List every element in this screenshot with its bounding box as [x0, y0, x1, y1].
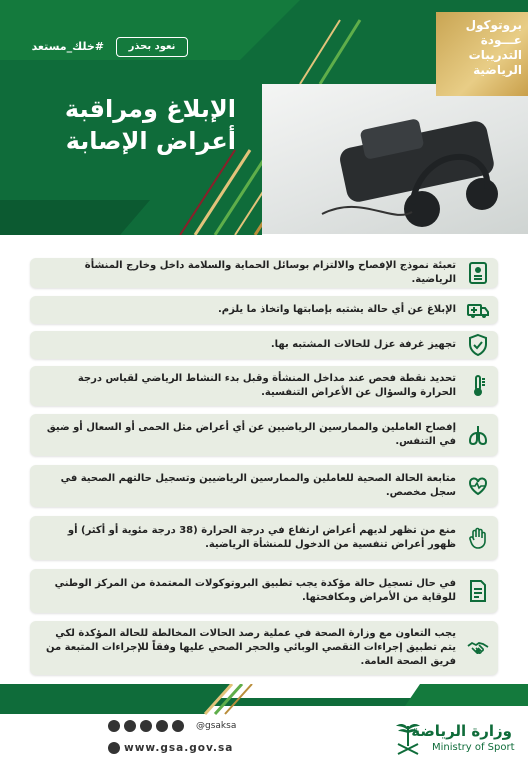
item-text: تجهيز غرفة عزل للحالات المشتبه بها.	[270, 339, 456, 350]
protocol-title	[438, 18, 522, 78]
list-item	[30, 516, 498, 560]
youtube-icon[interactable]	[140, 720, 152, 732]
page-title-line-2: أعراض الإصابة	[65, 127, 236, 155]
shield-icon	[466, 333, 490, 357]
ministry-name-arabic: وزارة الرياضة	[411, 722, 512, 740]
twitter-icon[interactable]	[156, 720, 168, 732]
headset-phone-illustration	[262, 84, 528, 234]
item-text: الإبلاغ عن أي حالة يشتبه بإصابتها واتخاذ ما يلزم.	[217, 304, 456, 315]
item-text: متابعة الحالة الصحية للعاملين والممارسين الرياضيين وتسجيل حالتهم الصحية في سجل مخصص.	[60, 473, 456, 498]
list-item	[30, 569, 498, 613]
hashtag: #خلك_مستعد	[31, 40, 104, 53]
handshake-icon	[466, 636, 490, 660]
list-item	[30, 258, 498, 288]
list-item	[30, 366, 498, 406]
item-text: إفصاح العاملين والممارسين الرياضيين عن أي أعراض مثل الحمى أو السعال أو ضيق في التنفس.	[46, 422, 456, 447]
document-icon	[466, 579, 490, 603]
item-text: تعبئة نموذج الإفصاح والالتزام بوسائل الحماية والسلامة داخل وخارج المنشأة الرياضية.	[84, 260, 456, 285]
item-text: منع من تظهر لديهم أعراض ارتفاع في درجة الحرارة (38 درجة مئوية أو أكثر) أو ظهور أعراض تنفسية من الدخول للمنشأة الرياضية.	[67, 525, 456, 550]
ministry-name-english: Ministry of Sport	[432, 742, 515, 753]
item-text: يجب التعاون مع وزارة الصحة في عملية رصد الحالات المخالطة للحالة المؤكدة لكي يتم تطبيق إجراءات التقصي الوبائي والحجر الصحي عليها وفقاً للإجراءات المتبعة من فريق الصحة العامة.	[46, 628, 456, 667]
social-handle[interactable]: @gsaksa	[196, 721, 237, 731]
page-title-line-1: الإبلاغ ومراقبة	[64, 95, 236, 123]
protocol-line: التدريبات	[468, 48, 522, 62]
lungs-icon	[466, 423, 490, 447]
list-item	[30, 296, 498, 324]
instagram-icon[interactable]	[124, 720, 136, 732]
snapchat-icon[interactable]	[108, 720, 120, 732]
item-text: تحديد نقطة فحص عند مداخل المنشأة وقبل بدء النشاط الرياضي لقياس درجة الحرارة والسؤال عن الأعراض التنفسية.	[77, 373, 456, 398]
campaign-badge: نعود بحذر	[116, 37, 188, 57]
id-card-icon	[466, 261, 490, 285]
protocol-line: عـــودة	[480, 33, 522, 47]
facebook-icon[interactable]	[172, 720, 184, 732]
ambulance-icon	[466, 298, 490, 322]
list-item	[30, 331, 498, 359]
globe-icon	[108, 742, 120, 754]
list-item	[30, 414, 498, 456]
list-item	[30, 465, 498, 507]
header-photo	[262, 84, 528, 234]
website-link[interactable]: www.gsa.gov.sa	[124, 742, 234, 754]
item-text: في حال تسجيل حالة مؤكدة يجب تطبيق البروتوكولات المعتمدة من المركز الوطني للوقاية من الأمراض ومكافحتها.	[54, 578, 456, 603]
thermometer-icon	[466, 374, 490, 398]
heart-pulse-icon	[466, 474, 490, 498]
list-item	[30, 621, 498, 675]
protocol-line: الرياضية	[473, 63, 522, 77]
protocol-line: بروتوكول	[465, 18, 522, 32]
stop-hand-icon	[466, 526, 490, 550]
